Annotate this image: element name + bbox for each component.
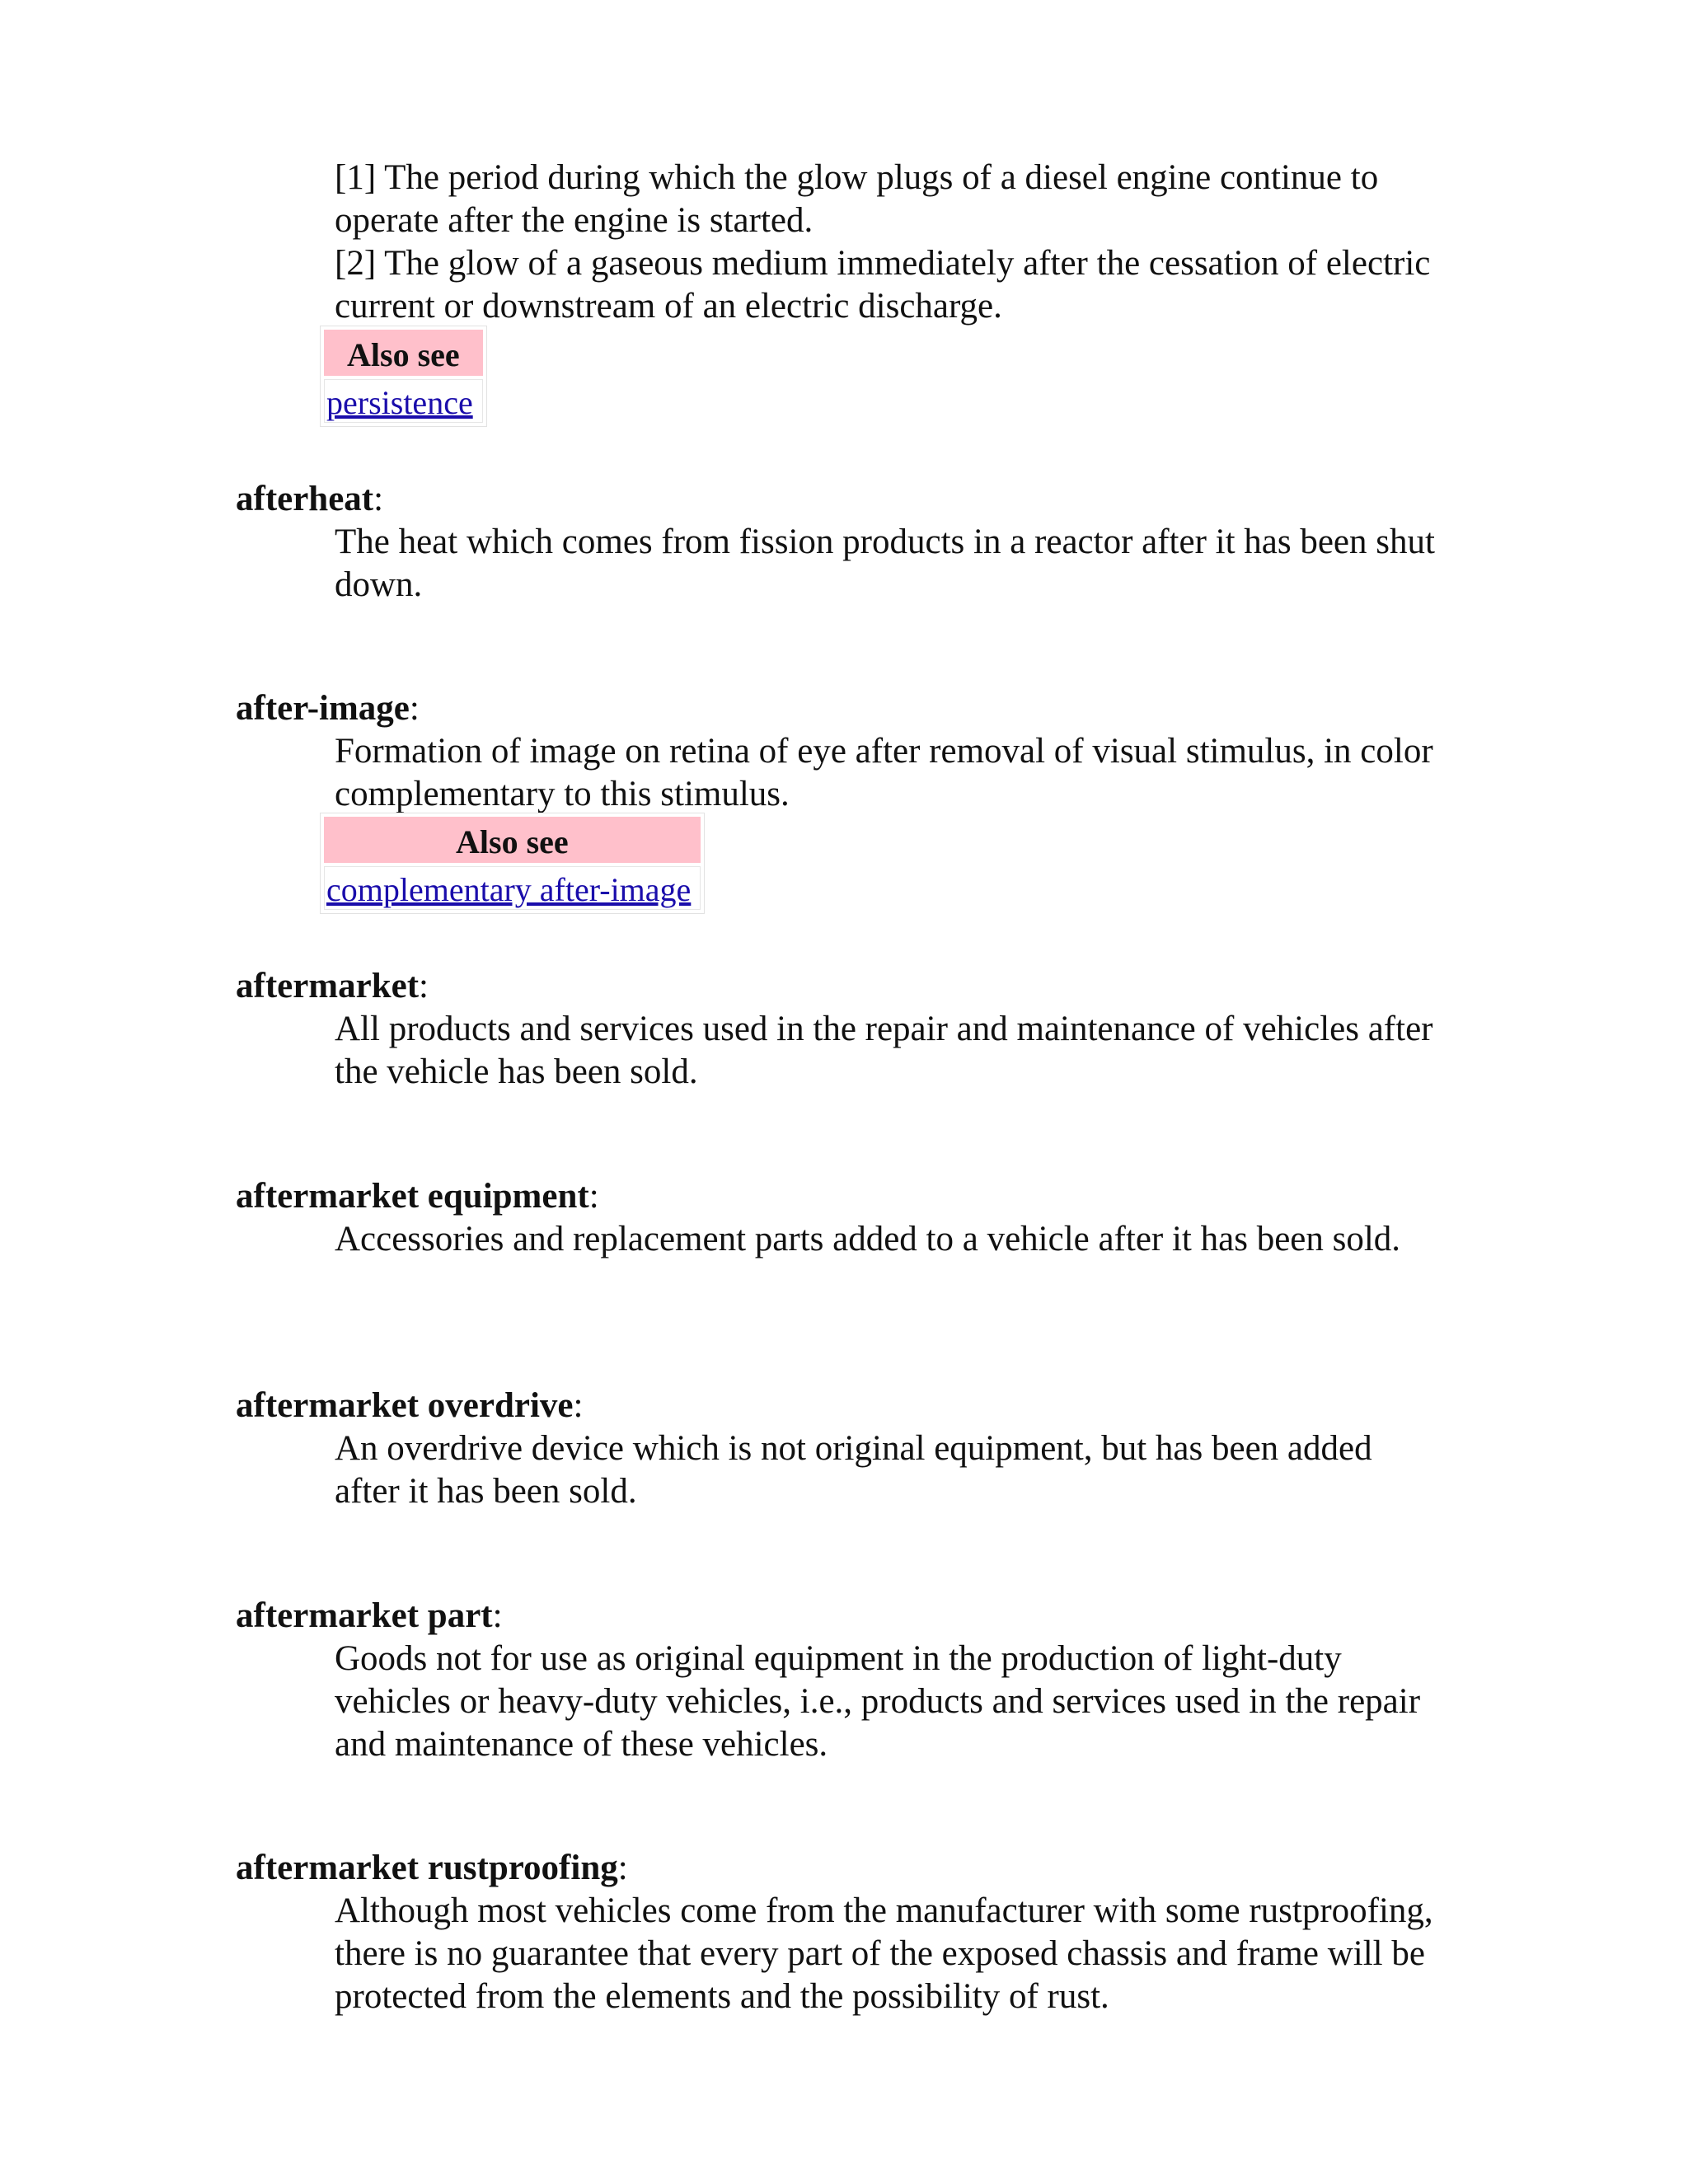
term-aftermarket-equipment: aftermarket equipment: — [236, 1177, 599, 1216]
also-see-cell — [324, 379, 483, 423]
aftermarket-definition: All products and services used in the repair and maintenance of vehicles after the vehicle has been sold. — [335, 1010, 1433, 1091]
term-label: aftermarket part — [236, 1596, 493, 1635]
also-see-cell — [324, 866, 701, 910]
definition-part-1: [1] The period during which the glow plugs of a diesel engine continue to operate after the engine is started. — [335, 158, 1379, 240]
definition-part-2: [2] The glow of a gaseous medium immediately after the cessation of electric current or downstream of an electric discharge. — [335, 244, 1431, 326]
term-aftermarket-part: aftermarket part: — [236, 1596, 503, 1635]
also-see-header: Also see — [324, 330, 483, 376]
term-afterheat: afterheat: — [236, 480, 384, 518]
after-image-definition: Formation of image on retina of eye after removal of visual stimulus, in color complementary to this stimulus. — [335, 732, 1433, 813]
term-label: afterheat — [236, 480, 374, 518]
also-see-table — [320, 813, 705, 914]
term-label: aftermarket — [236, 967, 420, 1005]
term-aftermarket: aftermarket: — [236, 967, 429, 1005]
term-label: aftermarket rustproofing — [236, 1849, 618, 1887]
link-persistence[interactable]: persistence — [326, 384, 473, 421]
term-label: after-image — [236, 689, 410, 728]
aftermarket-overdrive-definition: An overdrive device which is not original equipment, but has been added after it has been sold. — [335, 1429, 1372, 1511]
afterheat-definition: The heat which comes from fission products in a reactor after it has been shut down. — [335, 523, 1435, 604]
aftermarket-rustproofing-definition: Although most vehicles come from the manufacturer with some rustproofing, there is no guarantee that every part of the exposed chassis and frame will be protected from the elements and the possibility of rust. — [335, 1891, 1433, 2016]
term-after-image: after-image: — [236, 689, 420, 728]
aftermarket-part-definition: Goods not for use as original equipment in the production of light-duty vehicles or heavy-duty vehicles, i.e., products and services used in the repair and maintenance of these vehicles. — [335, 1639, 1421, 1764]
also-see-header: Also see — [324, 817, 701, 863]
term-aftermarket-overdrive: aftermarket overdrive: — [236, 1386, 584, 1425]
term-label: aftermarket overdrive — [236, 1386, 574, 1425]
afterglow-definition — [335, 157, 1439, 328]
link-complementary-after-image[interactable]: complementary after-image — [326, 871, 692, 908]
term-label: aftermarket equipment — [236, 1177, 589, 1216]
also-see-table — [320, 326, 487, 427]
term-aftermarket-rustproofing: aftermarket rustproofing: — [236, 1849, 628, 1887]
aftermarket-equipment-definition: Accessories and replacement parts added to a vehicle after it has been sold. — [335, 1220, 1401, 1258]
